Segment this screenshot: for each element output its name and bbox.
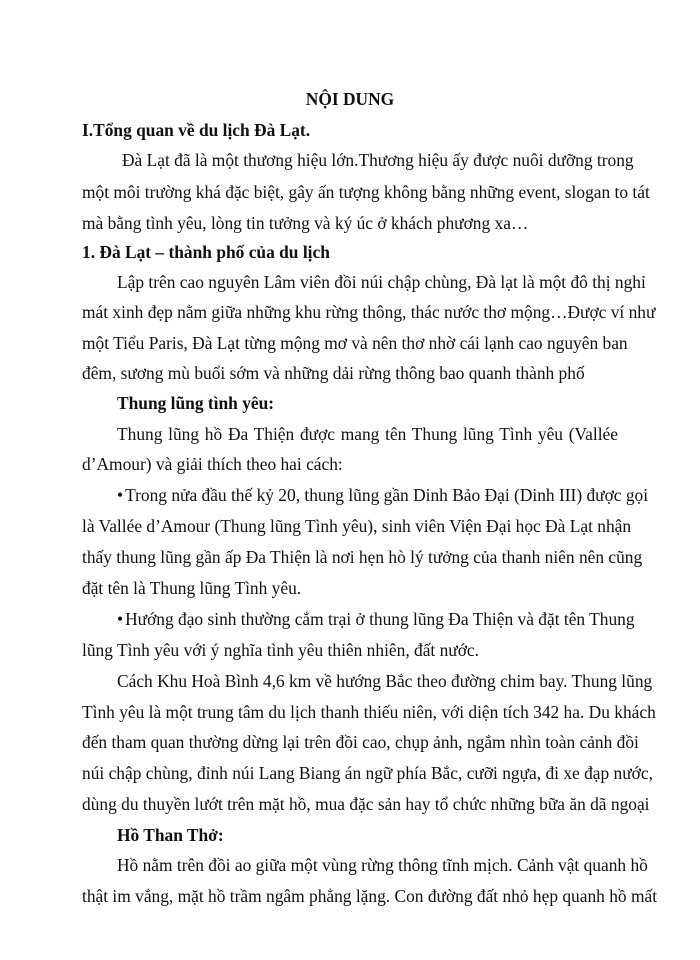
paragraph-line: d’Amour) và giải thích theo hai cách: bbox=[82, 454, 343, 474]
paragraph-line: một Tiểu Paris, Đà Lạt từng mộng mơ và nên thơ nhờ cái lạnh cao nguyên ban bbox=[82, 333, 628, 353]
paragraph-line: dùng du thuyền lướt trên mặt hồ, mua đặc sản hay tổ chức những bữa ăn dã ngoại bbox=[82, 794, 650, 814]
bullet-item bbox=[117, 609, 635, 629]
section-heading: I.Tổng quan về du lịch Đà Lạt. bbox=[82, 120, 311, 140]
paragraph-line: mát xinh đẹp nằm giữa những khu rừng thông, thác nước thơ mộng…Được ví như bbox=[82, 302, 656, 322]
paragraph-line: thật im vắng, mặt hồ trầm ngâm phẳng lặng. Con đường đất nhỏ hẹp quanh hồ mất bbox=[82, 886, 658, 906]
page-title: NỘI DUNG bbox=[305, 89, 395, 109]
bullet-text: Trong nửa đầu thế kỷ 20, thung lũng gần Dinh Bảo Đại (Dinh III) được gọi bbox=[125, 485, 649, 505]
paragraph-line: Thung lũng hồ Đa Thiện được mang tên Thung lũng Tình yêu (Vallée bbox=[117, 424, 618, 444]
paragraph-line: Cách Khu Hoà Bình 4,6 km về hướng Bắc theo đường chim bay. Thung lũng bbox=[117, 671, 653, 691]
bullet-item bbox=[117, 485, 649, 505]
intro-line: Đà Lạt đã là một thương hiệu lớn.Thương hiệu ấy được nuôi dưỡng trong bbox=[122, 150, 634, 170]
bullet-line: thấy thung lũng gần ấp Đa Thiện là nơi hẹn hò lý tưởng của thanh niên nên cũng bbox=[82, 547, 643, 567]
bullet-line: là Vallée d’Amour (Thung lũng Tình yêu), sinh viên Viện Đại học Đà Lạt nhận bbox=[82, 516, 632, 536]
subsection-heading: 1. Đà Lạt – thành phố của du lịch bbox=[82, 242, 330, 262]
paragraph-line: đến tham quan thường dừng lại trên đồi cao, chụp ảnh, ngắm nhìn toàn cảnh đồi bbox=[82, 732, 639, 752]
bullet-text: Hướng đạo sinh thường cắm trại ở thung lũng Đa Thiện và đặt tên Thung bbox=[125, 609, 635, 629]
intro-line: một môi trường khá đặc biệt, gây ấn tượng không bằng những event, slogan to tát bbox=[82, 182, 650, 202]
paragraph-line: núi chập chùng, đỉnh núi Lang Biang án ngữ phía Bắc, cưỡi ngựa, đi xe đạp nước, bbox=[82, 763, 653, 783]
paragraph-line: đêm, sương mù buổi sớm và những dải rừng thông bao quanh thành phố bbox=[82, 363, 585, 383]
lake-heading: Hồ Than Thở: bbox=[117, 825, 224, 845]
bullet-line: lũng Tình yêu với ý nghĩa tình yêu thiên nhiên, đất nước. bbox=[82, 640, 479, 660]
paragraph-line: Lập trên cao nguyên Lâm viên đồi núi chập chùng, Đà lạt là một đô thị nghỉ bbox=[117, 272, 646, 292]
bullet-line: đặt tên là Thung lũng Tình yêu. bbox=[82, 578, 302, 598]
bullet-icon: • bbox=[117, 609, 124, 629]
valley-heading: Thung lũng tình yêu: bbox=[117, 393, 275, 413]
intro-line: mà bằng tình yêu, lòng tin tưởng và ký úc ở khách phương xa… bbox=[82, 213, 529, 233]
bullet-icon: • bbox=[117, 485, 124, 505]
paragraph-line: Tình yêu là một trung tâm du lịch thanh thiếu niên, với diện tích 342 ha. Du khách bbox=[82, 702, 656, 722]
paragraph-line: Hồ nằm trên đồi ao giữa một vùng rừng thông tĩnh mịch. Cảnh vật quanh hồ bbox=[117, 855, 648, 875]
